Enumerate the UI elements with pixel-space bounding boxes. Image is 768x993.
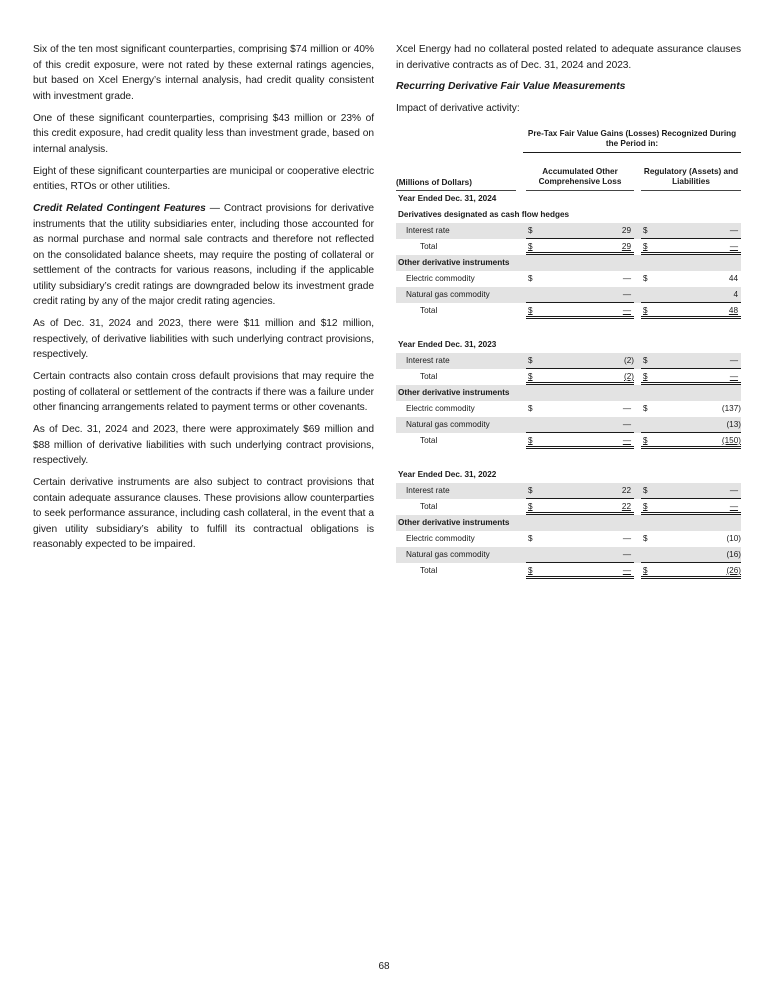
- cell-aocl: [526, 369, 634, 385]
- cell-value: (150): [721, 436, 741, 445]
- cell-regulatory: [641, 417, 741, 433]
- row-label: Interest rate: [406, 486, 450, 495]
- other-derivatives-heading: [396, 515, 741, 531]
- cell-aocl: [526, 483, 634, 499]
- currency-symbol: $: [528, 274, 533, 283]
- cell-value: —: [729, 242, 738, 251]
- section-spacer: [396, 319, 741, 337]
- paragraph-text: Six of the ten most significant counterparties, comprising $74 million or 40% of this credit exposure, were not rated by these external ratings agencies, but based on Xcel Energy’s internal analysis, had credit quality consistent with investment grade.: [33, 44, 374, 102]
- cell-aocl: [526, 353, 634, 369]
- cell-value: (10): [726, 534, 741, 543]
- currency-symbol: $: [528, 486, 533, 495]
- cell-value: —: [622, 420, 631, 429]
- cell-value: —: [729, 486, 738, 495]
- paragraph-text: As of Dec. 31, 2024 and 2023, there were $11 million and $12 million, respectively, of derivative liabilities with such underlying contract provisions, respectively.: [33, 318, 374, 360]
- cell-aocl: [526, 303, 634, 319]
- other-derivatives-heading-label: Other derivative instruments: [398, 388, 510, 397]
- table-header: [396, 129, 741, 191]
- table-row-natural-gas-commodity: [396, 417, 741, 433]
- cell-value: 29: [621, 242, 631, 251]
- table-row-interest-rate: [396, 223, 741, 239]
- paragraph-municipal-entities: [33, 164, 374, 195]
- paragraph-no-collateral: Xcel Energy had no collateral posted related to adequate assurance clauses in derivative contracts as of Dec. 31, 2024 and 2023.: [396, 44, 741, 71]
- cell-aocl: [526, 433, 634, 449]
- table-row-natural-gas-commodity: [396, 547, 741, 563]
- row-label: Total: [420, 372, 438, 381]
- cell-regulatory: [641, 239, 741, 255]
- cell-aocl: [526, 531, 634, 547]
- row-label: Natural gas commodity: [406, 290, 490, 299]
- currency-symbol: $: [643, 534, 648, 543]
- cell-value: (2): [623, 356, 634, 365]
- cell-value: —: [729, 356, 738, 365]
- currency-symbol: $: [528, 306, 533, 315]
- left-column: [33, 42, 374, 559]
- table-row-electric-commodity: [396, 401, 741, 417]
- cell-value: (2): [623, 372, 634, 381]
- cash-flow-hedges-heading-label: Derivatives designated as cash flow hedges: [398, 210, 570, 219]
- row-label: Interest rate: [406, 226, 450, 235]
- currency-symbol: $: [528, 502, 533, 511]
- cell-regulatory: [641, 433, 741, 449]
- paragraph-credit-contingent-features: [33, 201, 374, 310]
- table-row-other-total: [396, 563, 741, 579]
- cash-flow-hedges-heading: [396, 207, 741, 223]
- cell-aocl: [526, 223, 634, 239]
- row-label: Total: [420, 242, 438, 251]
- currency-symbol: $: [643, 566, 648, 575]
- cell-regulatory: [641, 499, 741, 515]
- paragraph-cross-default: [33, 369, 374, 416]
- table-row-electric-commodity: [396, 531, 741, 547]
- cell-value: (16): [726, 550, 741, 559]
- table-row-cash-flow-total: [396, 239, 741, 255]
- year-heading: [396, 467, 741, 483]
- paragraph-text: Eight of these significant counterparties are municipal or cooperative electric entities, RTOs or other utilities.: [33, 165, 374, 192]
- currency-symbol: $: [643, 502, 648, 511]
- cell-regulatory: [641, 369, 741, 385]
- row-label: Total: [420, 502, 438, 511]
- derivative-activity-table: [396, 129, 741, 579]
- cell-regulatory: [641, 563, 741, 579]
- section-heading: Recurring Derivative Fair Value Measurements: [396, 80, 626, 92]
- currency-symbol: $: [528, 242, 533, 251]
- currency-symbol: $: [643, 436, 648, 445]
- row-label: Electric commodity: [406, 274, 475, 283]
- cell-value: (137): [721, 404, 741, 413]
- row-label: Natural gas commodity: [406, 420, 490, 429]
- year-heading: [396, 337, 741, 353]
- currency-symbol: $: [643, 404, 648, 413]
- paragraph-text: Certain derivative instruments are also subject to contract provisions that contain adequate assurance clauses. These provisions allow counterparties to seek performance assurance, including cash collateral, in the event that a given utility subsidiary’s ability to fulfill its contractual obligations is reasonably expected to be impaired.: [33, 477, 374, 550]
- paragraph-counterparties-unrated: [33, 42, 374, 104]
- currency-symbol: $: [528, 404, 533, 413]
- column-header-regulatory: Regulatory (Assets) and Liabilities: [641, 167, 741, 191]
- table-row-interest-rate: [396, 353, 741, 369]
- cell-value: —: [729, 372, 738, 381]
- cell-value: —: [622, 274, 631, 283]
- cell-regulatory: [641, 401, 741, 417]
- paragraph-text: — Contract provisions for derivative instruments that the utility subsidiaries enter, including those accounted for as normal purchase and normal sale contracts and therefore not reflected on the consolidated balance sheets, may require the posting of collateral or settlement of the contracts for various reasons, including if the applicable utility subsidiary’s credit ratings are downgraded below its investment grade credit rating by any of the major credit rating agencies.: [33, 203, 374, 307]
- section-spacer: [396, 449, 741, 467]
- currency-symbol: $: [528, 372, 533, 381]
- table-row-other-total: [396, 433, 741, 449]
- group-header: Pre-Tax Fair Value Gains (Losses) Recognized During the Period in:: [523, 129, 741, 153]
- row-label: Electric commodity: [406, 534, 475, 543]
- year-heading-label: Year Ended Dec. 31, 2022: [398, 470, 497, 479]
- table-row-cash-flow-total: [396, 499, 741, 515]
- cell-value: 44: [728, 274, 738, 283]
- cell-value: 48: [728, 306, 738, 315]
- cell-regulatory: [641, 483, 741, 499]
- cell-aocl: [526, 499, 634, 515]
- cell-value: (26): [726, 566, 741, 575]
- currency-symbol: $: [643, 372, 648, 381]
- cell-value: —: [622, 566, 631, 575]
- cell-regulatory: [641, 287, 741, 303]
- currency-symbol: $: [528, 566, 533, 575]
- row-label: Total: [420, 436, 438, 445]
- year-heading: [396, 191, 741, 207]
- cell-regulatory: [641, 353, 741, 369]
- table-row-other-total: [396, 303, 741, 319]
- cell-aocl: [526, 271, 634, 287]
- row-label: Total: [420, 566, 438, 575]
- paragraph-approx-derivative-liabilities: [33, 422, 374, 469]
- paragraph-counterparty-below-grade: [33, 111, 374, 158]
- cell-regulatory: [641, 271, 741, 287]
- column-header-aocl: Accumulated Other Comprehensive Loss: [526, 167, 634, 191]
- table-row-cash-flow-total: [396, 369, 741, 385]
- year-heading-label: Year Ended Dec. 31, 2024: [398, 194, 497, 203]
- units-header: (Millions of Dollars): [396, 178, 516, 191]
- cell-value: —: [622, 534, 631, 543]
- currency-symbol: $: [528, 534, 533, 543]
- cell-aocl: [526, 563, 634, 579]
- cell-regulatory: [641, 303, 741, 319]
- cell-aocl: [526, 547, 634, 563]
- currency-symbol: $: [643, 242, 648, 251]
- other-derivatives-heading: [396, 385, 741, 401]
- paragraph-text: One of these significant counterparties, comprising $43 million or 23% of this credit exposure, had credit quality less than investment grade, based on internal analysis.: [33, 112, 374, 155]
- currency-symbol: $: [528, 356, 533, 365]
- other-derivatives-heading-label: Other derivative instruments: [398, 518, 510, 527]
- year-heading-label: Year Ended Dec. 31, 2023: [398, 340, 497, 349]
- page-number: 68: [378, 961, 390, 972]
- paragraph-adequate-assurance: [33, 475, 374, 553]
- paragraph-lead-heading: Credit Related Contingent Features: [33, 203, 206, 214]
- currency-symbol: $: [528, 436, 533, 445]
- other-derivatives-heading: [396, 255, 741, 271]
- table-row-natural-gas-commodity: [396, 287, 741, 303]
- currency-symbol: $: [643, 356, 648, 365]
- cell-value: —: [729, 502, 738, 511]
- other-derivatives-heading-label: Other derivative instruments: [398, 258, 510, 267]
- cell-value: —: [622, 404, 631, 413]
- paragraph-derivative-liabilities-2024-2023: [33, 316, 374, 363]
- cell-aocl: [526, 239, 634, 255]
- cell-aocl: [526, 401, 634, 417]
- table-caption: Impact of derivative activity:: [396, 102, 520, 114]
- currency-symbol: $: [643, 226, 648, 235]
- cell-value: —: [729, 226, 738, 235]
- cell-value: 22: [621, 502, 631, 511]
- row-label: Natural gas commodity: [406, 550, 490, 559]
- cell-value: 22: [621, 486, 631, 495]
- cell-value: —: [622, 290, 631, 299]
- currency-symbol: $: [528, 226, 533, 235]
- cell-value: —: [622, 550, 631, 559]
- cell-aocl: [526, 287, 634, 303]
- table-row-interest-rate: [396, 483, 741, 499]
- right-column: [396, 42, 741, 579]
- table-row-electric-commodity: [396, 271, 741, 287]
- row-label: Interest rate: [406, 356, 450, 365]
- paragraph-text: Certain contracts also contain cross default provisions that may require the posting of collateral or settlement of the contracts if there was a failure under other financing arrangements related to payment terms or other covenants.: [33, 371, 374, 413]
- row-label: Total: [420, 306, 438, 315]
- cell-value: 4: [733, 290, 738, 299]
- cell-value: (13): [726, 420, 741, 429]
- cell-regulatory: [641, 223, 741, 239]
- paragraph-text: As of Dec. 31, 2024 and 2023, there were approximately $69 million and $88 million of derivative liabilities with such underlying contract provisions, respectively.: [33, 424, 374, 466]
- currency-symbol: $: [643, 486, 648, 495]
- cell-value: 29: [621, 226, 631, 235]
- row-label: Electric commodity: [406, 404, 475, 413]
- currency-symbol: $: [643, 306, 648, 315]
- cell-value: —: [622, 306, 631, 315]
- cell-value: —: [622, 436, 631, 445]
- cell-aocl: [526, 417, 634, 433]
- table-body: [396, 191, 741, 579]
- currency-symbol: $: [643, 274, 648, 283]
- cell-regulatory: [641, 531, 741, 547]
- cell-regulatory: [641, 547, 741, 563]
